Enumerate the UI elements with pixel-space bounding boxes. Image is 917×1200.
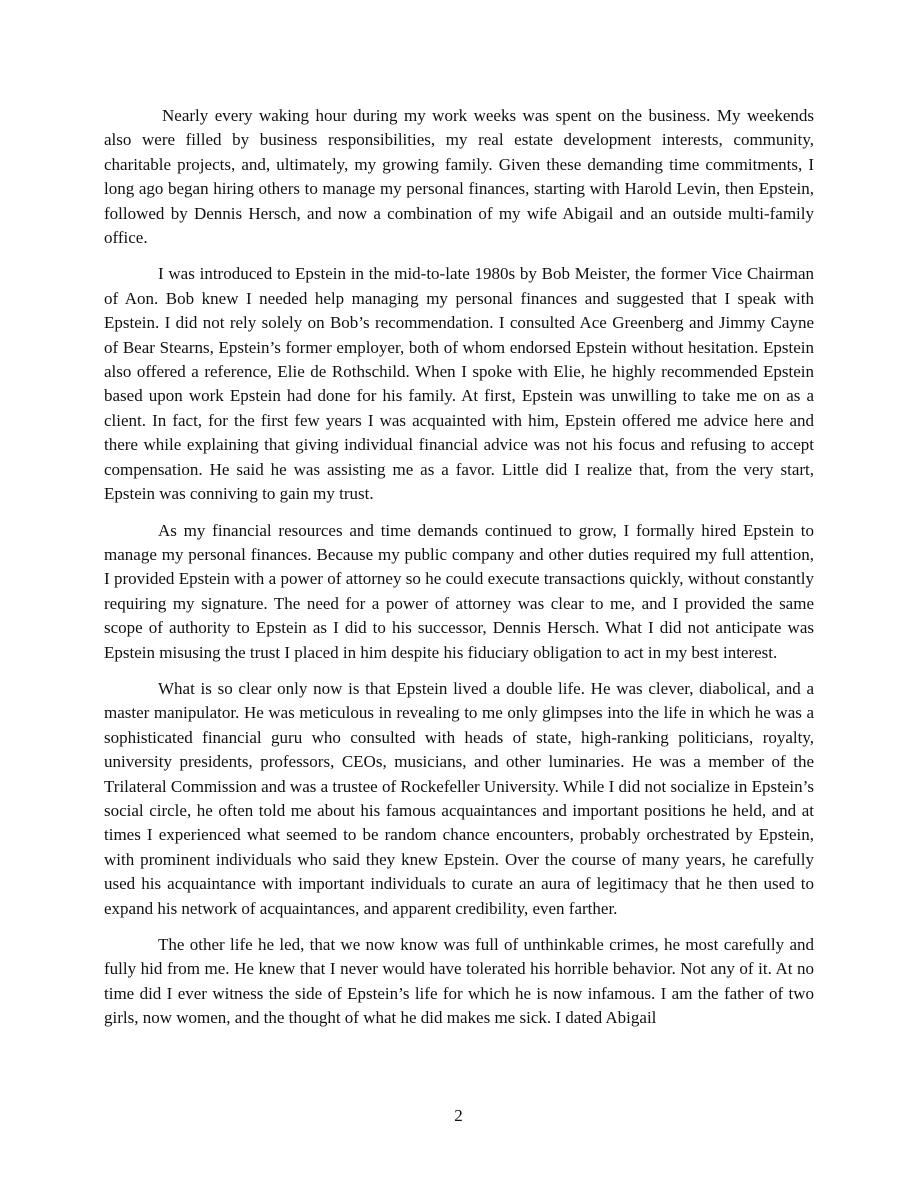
paragraph-3: As my financial resources and time demands continued to grow, I formally hired Epstein to manage my personal finances. Because my public company and other duties required my full attention, I provided Epstein with a power of attorney so he could execute transactions quickly, without constantly requiring my signature. The need for a power of attorney was clear to me, and I provided the same scope of authority to Epstein as I did to his successor, Dennis Hersch. What I did not anticipate was Epstein misusing the trust I placed in him despite his fiduciary obligation to act in my best interest. (104, 520, 814, 662)
paragraph-1: Nearly every waking hour during my work weeks was spent on the business. My weekends also were filled by business responsibilities, my real estate development interests, community, charitable projects, and, ultimately, my growing family. Given these demanding time commitments, I long ago began hiring others to manage my personal finances, starting with Harold Levin, then Epstein, followed by Dennis Hersch, and now a combination of my wife Abigail and an outside multi-family office. (104, 106, 814, 248)
document-body (104, 104, 814, 1043)
paragraph-2: I was introduced to Epstein in the mid-to-late 1980s by Bob Meister, the former Vice Chairman of Aon. Bob knew I needed help managing my personal finances and suggested that I speak with Epstein. I did not rely solely on Bob’s recommendation. I consulted Ace Greenberg and Jimmy Cayne of Bear Stearns, Epstein’s former employer, both of whom endorsed Epstein without hesitation. Epstein also offered a reference, Elie de Rothschild. When I spoke with Elie, he highly recommended Epstein based upon work Epstein had done for his family. At first, Epstein was unwilling to take me on as a client. In fact, for the first few years I was acquainted with him, Epstein offered me advice here and there while explaining that giving individual financial advice was not his focus and refusing to accept compensation. He said he was assisting me as a favor. Little did I realize that, from the very start, Epstein was conniving to gain my trust. (104, 264, 814, 504)
paragraph-5: The other life he led, that we now know was full of unthinkable crimes, he most carefully and fully hid from me. He knew that I never would have tolerated his horrible behavior. Not any of it. At no time did I ever witness the side of Epstein’s life for which he is now infamous. I am the father of two girls, now women, and the thought of what he did makes me sick. I dated Abigail (104, 935, 814, 1028)
paragraph-4: What is so clear only now is that Epstein lived a double life. He was clever, diabolical, and a master manipulator. He was meticulous in revealing to me only glimpses into the life in which he was a sophisticated financial guru who consulted with heads of state, high-ranking politicians, royalty, university presidents, professors, CEOs, musicians, and other luminaries. He was a member of the Trilateral Commission and was a trustee of Rockefeller University. While I did not socialize in Epstein’s social circle, he often told me about his famous acquaintances and important positions he held, and at times I experienced what seemed to be random chance encounters, probably orchestrated by Epstein, with prominent individuals who said they knew Epstein. Over the course of many years, he carefully used his acquaintance with important individuals to curate an aura of legitimacy that he then used to expand his network of acquaintances, and apparent credibility, even farther. (104, 678, 814, 918)
page-number: 2 (454, 1106, 463, 1125)
